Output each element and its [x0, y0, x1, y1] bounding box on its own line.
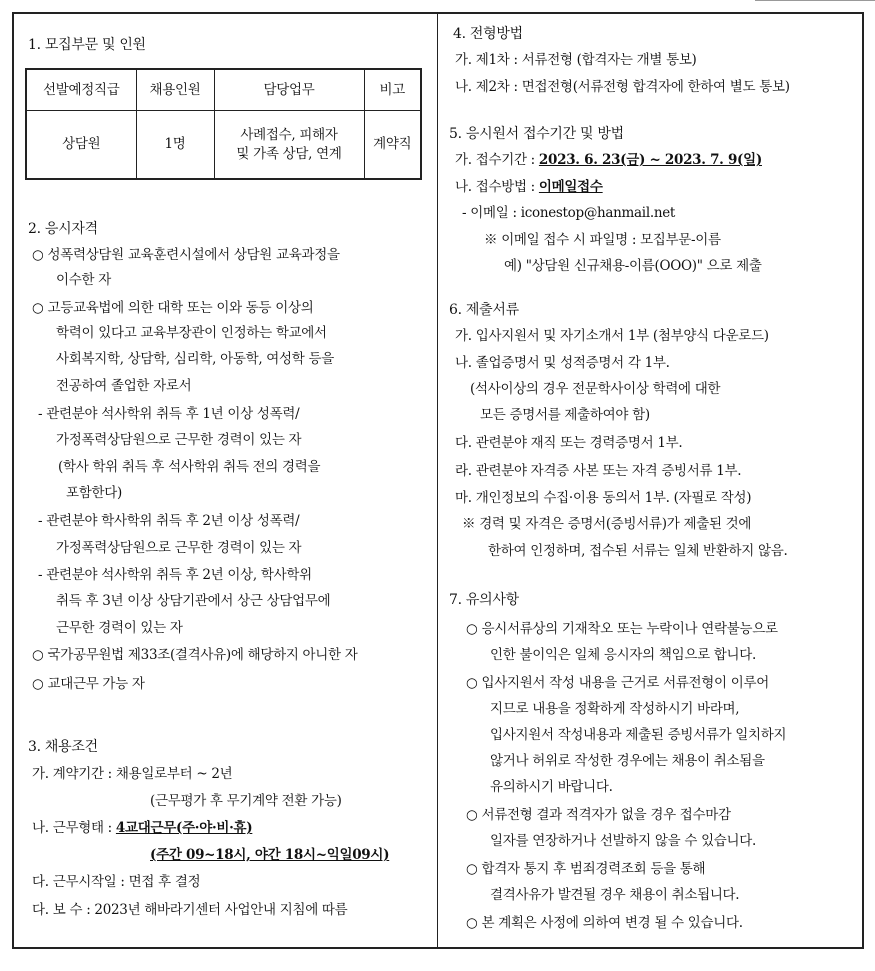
- table-row: [26, 111, 421, 180]
- qualification-line: 가정폭력상담원으로 근무한 경력이 있는 자: [56, 540, 302, 556]
- selection-step: 나. 제2차 : 면접전형(서류전형 합격자에 한하여 별도 통보): [455, 79, 790, 95]
- notice-line: 인한 불이익은 일체 응시자의 책임으로 합니다.: [490, 647, 757, 663]
- notice-line: 결격사유가 발견될 경우 채용이 취소됩니다.: [490, 887, 740, 903]
- qualification-line: 포함한다): [66, 485, 122, 501]
- section-4-title: 4. 전형방법: [453, 26, 523, 42]
- contract-period-note: (근무평가 후 무기계약 전환 가능): [150, 793, 342, 809]
- start-date: 다. 근무시작일 : 면접 후 결정: [32, 874, 201, 890]
- section-7-title: 7. 유의사항: [449, 592, 519, 608]
- email-filename-example: 예) "상담원 신규채용-이름(OOO)" 으로 제출: [504, 258, 762, 274]
- document-item: ※ 경력 및 자격은 증명서(증빙서류)가 제출된 것에: [462, 516, 752, 532]
- qualification-line: 가정폭력상담원으로 근무한 경력이 있는 자: [56, 432, 302, 448]
- notice-line: ○ 본 계획은 사정에 의하여 변경 될 수 있습니다.: [466, 915, 743, 931]
- notice-line: 입사지원서 작성내용과 제출된 증빙서류가 일치하지: [490, 727, 787, 743]
- application-method-line: [455, 177, 603, 197]
- section-3-title: 3. 채용조건: [28, 739, 98, 755]
- notice-line: ○ 응시서류상의 기재착오 또는 누락이나 연락불능으로: [466, 621, 778, 637]
- notice-line: 않거나 허위로 작성한 경우에는 채용이 취소됨을: [490, 753, 765, 769]
- qualification-line: ○ 성폭력상담원 교육훈련시설에서 상담원 교육과정을: [32, 247, 340, 263]
- table-header-cell: 선발예정직급: [26, 69, 136, 111]
- duty-cell: [214, 111, 364, 180]
- notice-line: ○ 서류전형 결과 적격자가 없을 경우 접수마감: [466, 807, 731, 823]
- application-period-value: 2023. 6. 23(금) ~ 2023. 7. 9(일): [538, 152, 762, 168]
- work-form-value: 4교대근무(주·야·비·휴): [115, 820, 253, 836]
- table-header-cell: 담당업무: [214, 69, 364, 111]
- document-item: 모든 증명서를 제출하여야 함): [480, 407, 650, 423]
- qualification-line: 학력이 있다고 교육부장관이 인정하는 학교에서: [56, 325, 327, 341]
- document-item: 마. 개인정보의 수집·이용 동의서 1부. (자필로 작성): [455, 490, 752, 506]
- table-header-cell: 비고: [364, 69, 421, 111]
- position-cell: 상담원: [26, 111, 136, 180]
- qualification-line: ○ 국가공무원법 제33조(결격사유)에 해당하지 아니한 자: [32, 647, 358, 663]
- notice-line: 일자를 연장하거나 선발하지 않을 수 있습니다.: [490, 833, 757, 849]
- notice-line: ○ 합격자 통지 후 범죄경력조회 등을 통해: [466, 861, 706, 877]
- application-period-line: [455, 150, 762, 170]
- top-edge-line: [755, 0, 875, 1]
- document-item: 한하여 인정하며, 접수된 서류는 일체 반환하지 않음.: [488, 543, 788, 559]
- duty-line: 및 가족 상담, 연계: [236, 145, 342, 162]
- qualification-line: - 관련분야 학사학위 취득 후 2년 이상 성폭력/: [38, 513, 300, 529]
- email-address: - 이메일 : iconestop@hanmail.net: [462, 205, 676, 221]
- document-item: 가. 입사지원서 및 자기소개서 1부 (첨부양식 다운로드): [455, 328, 769, 344]
- qualification-line: 취득 후 3년 이상 상담기관에서 상근 상담업무에: [56, 593, 331, 609]
- document-item: 나. 졸업증명서 및 성적증명서 각 1부.: [455, 355, 670, 371]
- work-hours: (주간 09~18시, 야간 18시~익일09시): [150, 847, 390, 863]
- table-header-row: [26, 69, 421, 111]
- table-header-cell: 채용인원: [136, 69, 214, 111]
- section-6-title: 6. 제출서류: [449, 302, 519, 318]
- application-method-label: 나. 접수방법 :: [455, 179, 539, 195]
- work-form-line: [32, 818, 252, 838]
- document-item: (석사이상의 경우 전문학사이상 학력에 대한: [470, 381, 721, 397]
- recruitment-table: [25, 68, 422, 180]
- contract-period: 가. 계약기간 : 채용일로부터 ~ 2년: [32, 766, 233, 782]
- count-cell: 1명: [136, 111, 214, 180]
- email-filename-note: ※ 이메일 접수 시 파일명 : 모집부문-이름: [484, 232, 721, 248]
- notice-line: 지므로 내용을 정확하게 작성하시기 바라며,: [490, 701, 740, 717]
- qualification-line: 전공하여 졸업한 자로서: [56, 378, 192, 394]
- work-form-label: 나. 근무형태 :: [32, 820, 116, 836]
- salary: 다. 보 수 : 2023년 해바라기센터 사업안내 지침에 따름: [32, 902, 348, 918]
- qualification-line: 근무한 경력이 있는 자: [56, 620, 183, 636]
- qualification-line: ○ 고등교육법에 의한 대학 또는 이와 동등 이상의: [32, 300, 314, 316]
- document-item: 다. 관련분야 재직 또는 경력증명서 1부.: [455, 435, 683, 451]
- notice-line: 유의하시기 바랍니다.: [490, 779, 613, 795]
- selection-step: 가. 제1차 : 서류전형 (합격자는 개별 통보): [455, 52, 697, 68]
- qualification-line: ○ 교대근무 가능 자: [32, 676, 145, 692]
- column-divider: [437, 12, 438, 949]
- qualification-line: 이수한 자: [56, 272, 111, 288]
- section-1-title: 1. 모집부문 및 인원: [28, 37, 146, 53]
- qualification-line: - 관련분야 석사학위 취득 후 1년 이상 성폭력/: [38, 406, 300, 422]
- qualification-line: - 관련분야 석사학위 취득 후 2년 이상, 학사학위: [38, 567, 312, 583]
- section-2-title: 2. 응시자격: [28, 221, 98, 237]
- notice-line: ○ 입사지원서 작성 내용을 근거로 서류전형이 이루어: [466, 675, 769, 691]
- note-cell: 계약직: [364, 111, 421, 180]
- application-period-label: 가. 접수기간 :: [455, 152, 539, 168]
- duty-line: 사례접수, 피해자: [240, 126, 338, 143]
- document-item: 라. 관련분야 자격증 사본 또는 자격 증빙서류 1부.: [455, 463, 742, 479]
- qualification-line: (학사 학위 취득 후 석사학위 취득 전의 경력을: [58, 459, 321, 475]
- qualification-line: 사회복지학, 상담학, 심리학, 아동학, 여성학 등을: [56, 351, 335, 367]
- section-5-title: 5. 응시원서 접수기간 및 방법: [449, 126, 624, 142]
- application-method-value: 이메일접수: [538, 179, 603, 195]
